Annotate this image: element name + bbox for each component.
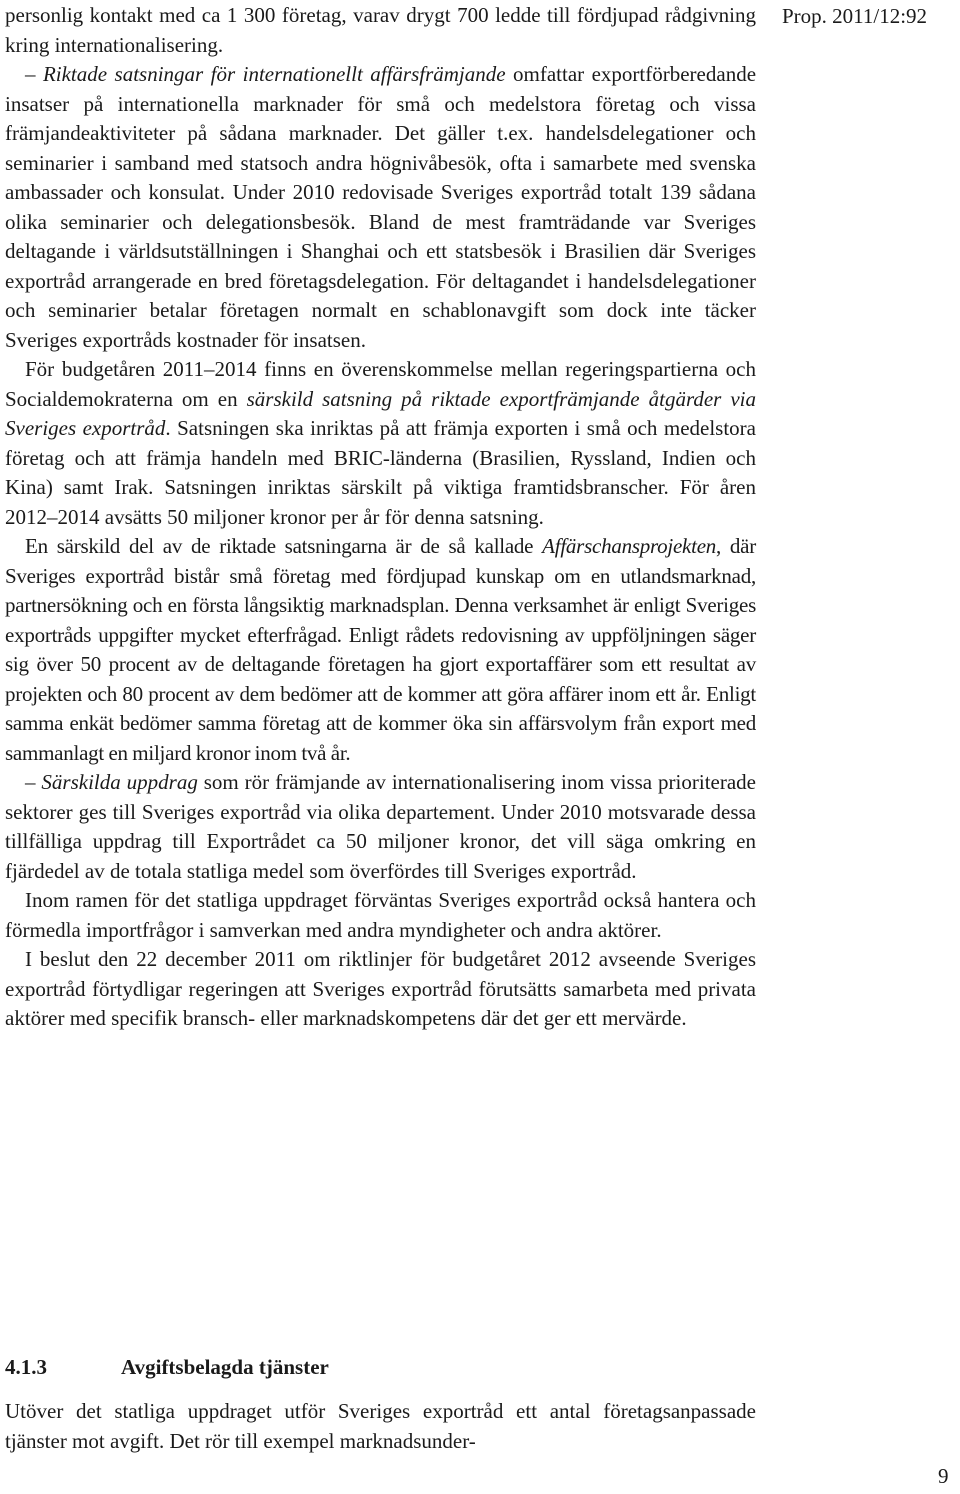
section-number: 4.1.3 xyxy=(5,1355,47,1379)
paragraph-4-text-b: , där Sveriges exportråd bistår små företag med fördjupad kunskap om en utlandsmarknad, partnersökning och en första långsiktig marknadsplan. Denna verksamhet är enligt Sveriges exportråds uppgifter mycket efterfrågad. Enligt rådets redovisning av uppföljningen säger sig över 50 procent av de deltagande företagen ha gjort exportaffärer som ett resultat av projekten och 80 procent av dem bedömer att de kommer att göra affärer inom ett år. Enligt samma enkät bedömer samma företag att de kommer öka sin affärsvolym från export med sammanlagt en miljard kronor inom två år. xyxy=(5,534,756,765)
proposition-reference: Prop. 2011/12:92 xyxy=(782,4,928,28)
section-intro: Utöver det statliga uppdraget utför Sveriges exportråd ett antal företagsanpassade tjänster mot avgift. Det rör till exempel marknadsunder- xyxy=(5,1399,756,1453)
paragraph-1: personlig kontakt med ca 1 300 företag, varav drygt 700 ledde till fördjupad rådgivning kring internationalisering. xyxy=(5,3,756,57)
emphasis-riktade-satsningar: Riktade satsningar för internationellt affärsfrämjande xyxy=(42,62,506,86)
list-dash: – xyxy=(25,62,36,86)
section-title: Avgiftsbelagda tjänster xyxy=(121,1355,329,1379)
section-heading xyxy=(5,1353,329,1381)
paragraph-6-importfragor: Inom ramen för det statliga uppdraget förväntas Sveriges exportråd också hantera och förmedla importfrågor i samverkan med andra myndigheter och andra aktörer. xyxy=(5,888,756,942)
emphasis-sarskild-satsning: särskild satsning på riktade exportfrämjande åtgärder via Sveriges exportråd xyxy=(5,386,756,440)
emphasis-affarschansprojekten: Affärschansprojekten xyxy=(542,534,717,558)
body-text xyxy=(5,1,756,1034)
paragraph-3-text-b: . Satsningen ska inriktas på att främja exporten i små och medelstora företag och att främja handeln med BRIC-länderna (Brasilien, Ryssland, Indien och Kina) samt Irak. Satsningen inriktas särskilt på viktiga framtidsbranscher. För åren 2012–2014 avsätts 50 miljoner kronor per år för denna satsning. xyxy=(5,416,756,529)
paragraph-4-affarschans xyxy=(5,532,756,768)
paragraph-5-text: som rör främjande av internationalisering inom vissa prioriterade sektorer ges till Sveriges exportråd via olika departement. Under 2010 motsvarade dessa tillfälliga uppdrag till Exportrådet ca 50 miljoner kronor, det vill säga omkring en fjärdedel av de totala statliga medel som överfördes till Sveriges exportråd. xyxy=(5,770,756,883)
paragraph-7-beslut: I beslut den 22 december 2011 om riktlinjer för budgetåret 2012 avseende Sveriges exportråd förtydligar regeringen att Sveriges exportråd förutsätts samarbeta med privata aktörer med specifik bransch- eller marknadskompetens där det ger ett mervärde. xyxy=(5,947,756,1030)
paragraph-5-sarskilda-uppdrag xyxy=(5,768,756,886)
paragraph-2-text: omfattar exportförberedande insatser på internationella marknader för små och medelstora företag och vissa främjandeaktiviteter på sådana marknader. Det gäller t.ex. handelsdelegationer och seminarier i samband med statsoch andra högnivåbesök, ofta i samarbete med svenska ambassader och konsulat. Under 2010 redovisade Sveriges exportråd totalt 139 sådana olika seminarier och delegationsbesök. Bland de mest framträdande var Sveriges deltagande i världsutställningen i Shanghai och ett statsbesök i Brasilien där Sveriges exportråd arrangerade en bred företagsdelegation. För deltagandet i handelsdelegationer och seminarier betalar företagen normalt en schablonavgift som dock inte täcker Sveriges exportråds kostnader för insatsen. xyxy=(5,62,757,352)
paragraph-3-budget xyxy=(5,355,756,532)
paragraph-2-riktade-satsningar xyxy=(5,60,756,355)
page-number: 9 xyxy=(938,1464,949,1488)
paragraph-3-text-a: För budgetåren 2011–2014 finns en överenskommelse mellan regeringspartierna och Socialdemokraterna om en xyxy=(5,357,756,411)
paragraph-4-text-a: En särskild del av de riktade satsningarna är de så kallade xyxy=(25,534,543,558)
emphasis-sarskilda-uppdrag: Särskilda uppdrag xyxy=(41,770,198,794)
list-dash: – xyxy=(25,770,36,794)
